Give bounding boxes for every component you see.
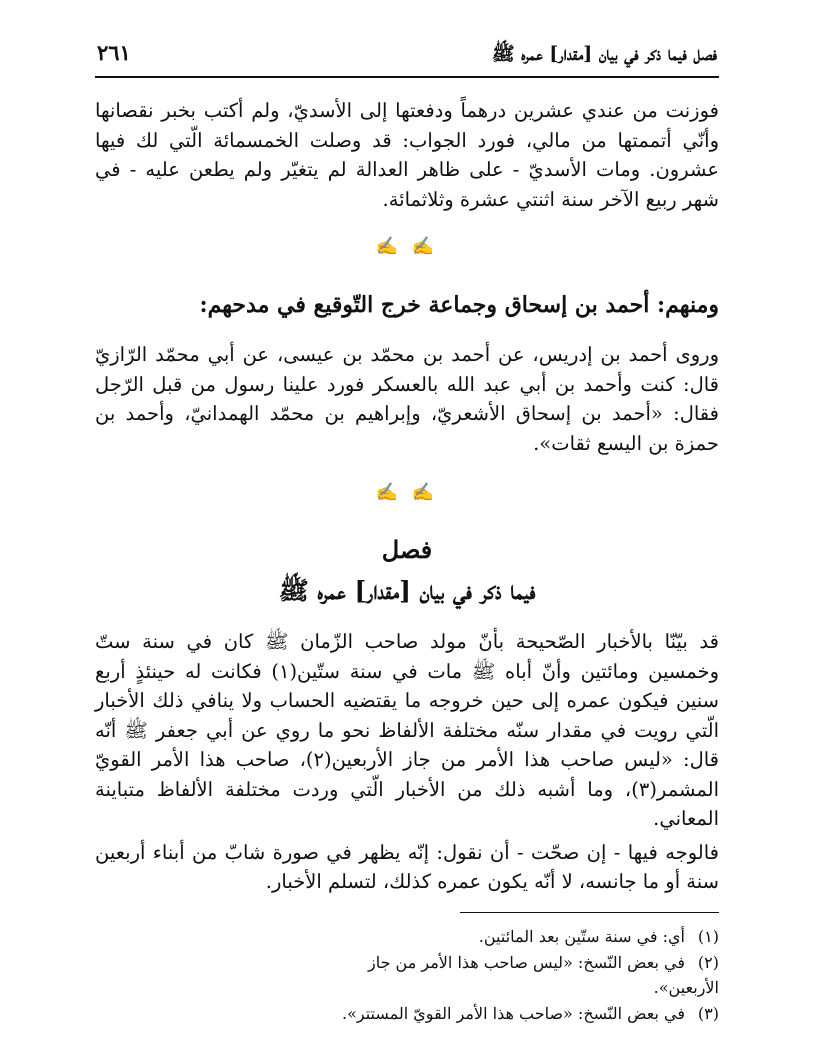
page-header <box>95 36 719 78</box>
footnote-number: (٢) <box>697 952 719 972</box>
section1-paragraph: فوزنت من عندي عشرين درهماً ودفعتها إلى الأسديّ، ولم أكتب بخبر نقصانها وأنّي أتممتها من مالي، فورد الجواب: قد وصلت الخمسمائة الّتي لك فيها عشرون. ومات الأسديّ - على ظاهر العدالة لم يتغيّر ولم يطعن عليه - في شهر ربيع الآخر سنة اثنتي عشرة وثلاثمائة. <box>95 99 719 211</box>
footnote-text: في بعض النّسخ: «ليس صاحب هذا الأمر من جاز الأربعين». <box>367 952 719 997</box>
footnotes <box>319 924 719 1026</box>
footnote-divider <box>460 912 719 913</box>
footnote-item <box>319 924 719 950</box>
section-separator-1: ✍ ✍ <box>375 236 439 257</box>
section2-heading: ومنهم: أحمد بن إسحاق وجماعة خرج التّوقيع في مدحهم: <box>199 292 719 318</box>
chapter-title: فيما ذكر في بيان [مقدار] عمره ﷺ <box>278 576 536 605</box>
running-title: فصل فيما ذكر في بيان [مقدار] عمره ﷺ <box>491 43 717 65</box>
section2-body <box>95 340 719 458</box>
chapter-paragraph-2: فالوجه فيها - إن صحّت - أن نقول: إنّه يظهر في صورة شابّ من أبناء أربعين سنة أو ما جانسه، لا أنّه يكون عمره كذلك، لتسلم الأخبار. <box>95 840 719 893</box>
footnote-item <box>319 1001 719 1027</box>
footnote-item <box>319 950 719 1001</box>
chapter-label: فصل <box>381 535 433 564</box>
footnote-text: في بعض النّسخ: «صاحب هذا الأمر القويّ المستتر». <box>341 1003 685 1023</box>
chapter-body <box>95 627 719 897</box>
section2-paragraph: وروى أحمد بن إدريس، عن أحمد بن محمّد بن عيسى، عن أبي محمّد الرّازيّ قال: كنت وأحمد بن أبي عبد الله بالعسكر فورد علينا رسول من قبل الرّجل فقال: «أحمد بن إسحاق الأشعريّ، وإبراهيم بن محمّد الهمدانيّ، وأحمد بن حمزة بن اليسع ثقات». <box>95 343 719 455</box>
footnote-number: (٣) <box>697 1003 719 1023</box>
footnote-text: أي: في سنة ستّين بعد المائتين. <box>478 927 685 946</box>
section-separator-2: ✍ ✍ <box>375 482 439 503</box>
page-number: ٢٦١ <box>97 40 131 65</box>
section1-body <box>95 96 719 214</box>
footnote-number: (١) <box>697 927 719 946</box>
chapter-paragraph-1: قد بيّنّا بالأخبار الصّحيحة بأنّ مولد صاحب الزّمان ﷺ كان في سنة ستّ وخمسين ومائتين وأنّ أباه ﷺ مات في سنة ستّين(١) فكانت له حينئذٍ أربع سنين فيكون عمره إلى حين خروجه ما يقتضيه الحساب ولا ينافي ذلك الأخبار الّتي رويت في مقدار سنّه مختلفة الألفاظ نحو ما روي عن أبي جعفر ﷺ أنّه قال: «ليس صاحب هذا الأمر من جاز الأربعين(٢)، صاحب هذا الأمر القويّ المشمر(٣)، وما أشبه ذلك من الأخبار الّتي وردت مختلفة الألفاظ متباينة المعاني. <box>95 630 719 830</box>
